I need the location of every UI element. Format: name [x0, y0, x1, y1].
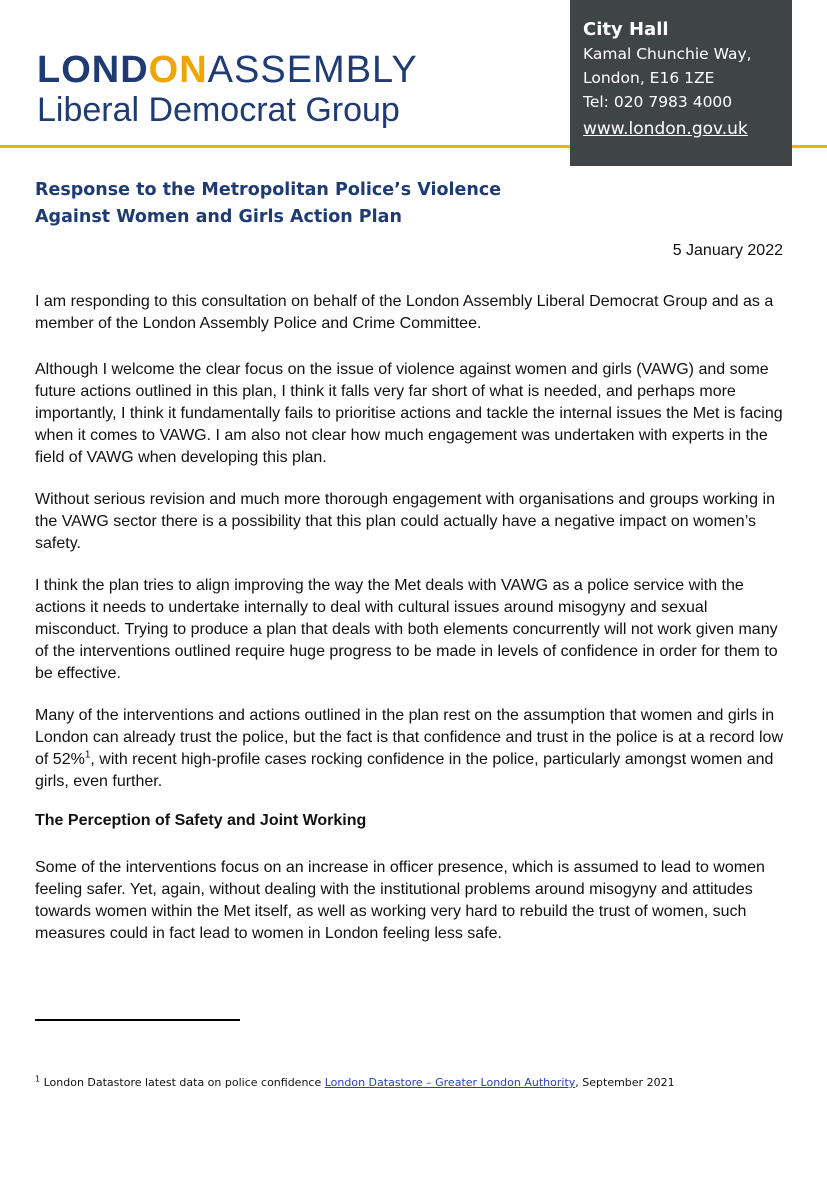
logo-on-highlight: ON [148, 49, 208, 91]
paragraph-1: I am responding to this consultation on behalf of the London Assembly Liberal Democrat Group and as a member of the London Assembly Police and Crime Committee. [35, 293, 774, 332]
paragraph-2: Although I welcome the clear focus on the issue of violence against women and girls (VAWG) and some future actions outlined in this plan, I think it falls very far short of what is needed, and perhaps more importantly, I think it fundamentally fails to prioritise actions and tackle the internal issues the Met is facing when it comes to VAWG. I am also not clear how much engagement was undertaken with experts in the field of VAWG when developing this plan. [35, 361, 783, 466]
title-line-2: Against Women and Girls Action Plan [35, 207, 402, 227]
footnote-text: London Datastore latest data on police confidence [40, 1076, 325, 1089]
address-city: London, E16 1ZE [583, 69, 715, 87]
address-name: City Hall [583, 19, 669, 40]
title-line-1: Response to the Metropolitan Police’s Violence [35, 180, 502, 200]
logo-assembly: ASSEMBLY [207, 49, 418, 91]
footnote-tail: , September 2021 [575, 1076, 675, 1089]
logo-group-name: Liberal Democrat Group [37, 91, 400, 129]
paragraph-4: I think the plan tries to align improving the way the Met deals with VAWG as a police service with the actions it needs to undertake internally to deal with cultural issues around misogyny and sexual misconduct. Trying to produce a plan that deals with both elements concurrently will not work given many of the interventions outlined require huge progress to be made in levels of confidence in order for them to be effective. [35, 577, 778, 682]
paragraph-5 [35, 705, 792, 793]
footnote-ref[interactable]: 1 [84, 749, 91, 761]
footnote-number: 1 [35, 1074, 41, 1084]
document-title [35, 177, 501, 231]
paragraph-3: Without serious revision and much more thorough engagement with organisations and groups working in the VAWG sector there is a possibility that this plan could actually have a negative impact on women’s safety. [35, 491, 775, 552]
paragraph-5-tail: , with recent high-profile cases rocking confidence in the police, particularly amongst women and girls, even further. [35, 751, 774, 790]
address-tel: Tel: 020 7983 4000 [583, 93, 733, 111]
logo-wordmark [37, 50, 418, 90]
document-date: 5 January 2022 [672, 242, 783, 259]
section-heading: The Perception of Safety and Joint Working [35, 812, 367, 829]
footnote-divider [35, 1019, 240, 1021]
footnote-link[interactable]: London Datastore – Greater London Authority [324, 1076, 576, 1089]
website-link[interactable]: www.london.gov.uk [583, 119, 748, 139]
london-assembly-logo [37, 50, 418, 130]
address-box [570, 0, 792, 166]
paragraph-6: Some of the interventions focus on an increase in officer presence, which is assumed to lead to women feeling safer. Yet, again, without dealing with the institutional problems around misogyny and attitudes towards women within the Met itself, as well as working very hard to rebuild the trust of women, such measures could in fact lead to women in London feeling less safe. [35, 859, 765, 942]
paragraph-5-text: Many of the interventions and actions outlined in the plan rest on the assumption that women and girls in London can already trust the police, but the fact is that confidence and trust in the police is at a record low of 52% [35, 707, 783, 768]
logo-london: LONDON [37, 49, 208, 91]
footnote [35, 1076, 675, 1089]
address-street: Kamal Chunchie Way, [583, 45, 752, 63]
